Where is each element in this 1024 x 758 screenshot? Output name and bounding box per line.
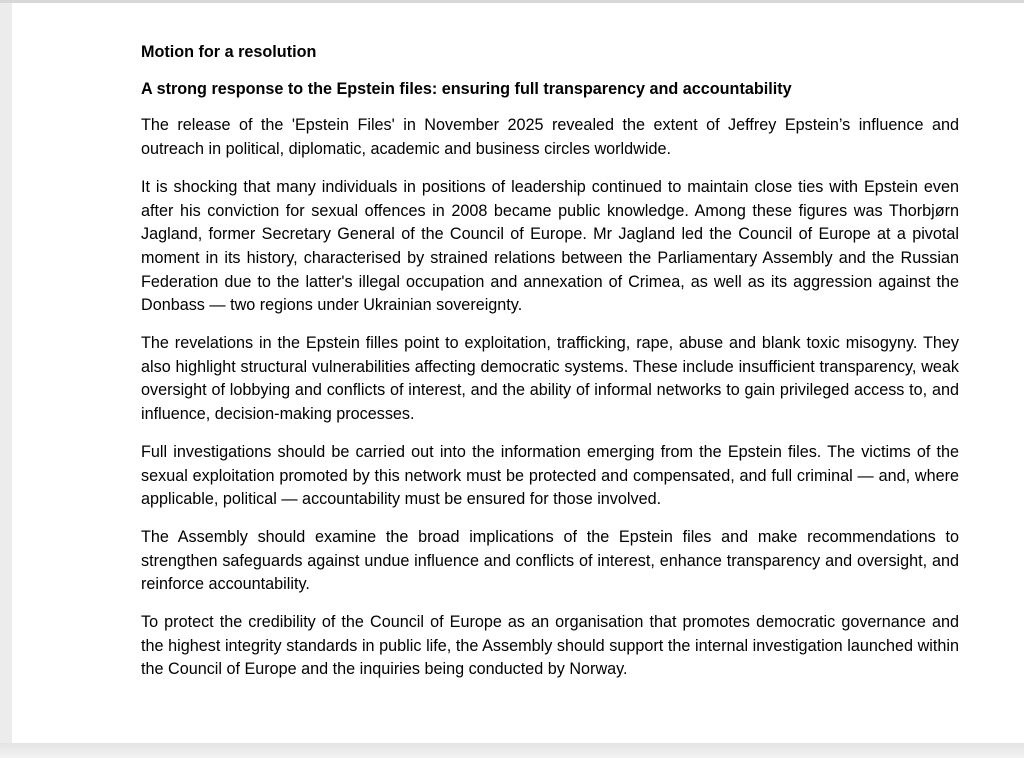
- paragraph-3: The revelations in the Epstein filles point to exploitation, trafficking, rape, abuse and blank toxic misogyny. They also highlight structural vulnerabilities affecting democratic systems. These include insufficient transparency, weak oversight of lobbying and conflicts of interest, and the ability of informal networks to gain privileged access to, and influence, decision-making processes.: [141, 334, 959, 424]
- paragraph-1: The release of the 'Epstein Files' in November 2025 revealed the extent of Jeffrey Epstein’s influence and outreach in political, diplomatic, academic and business circles worldwide.: [141, 116, 959, 159]
- document-content: [141, 41, 959, 696]
- paragraph-6: To protect the credibility of the Council of Europe as an organisation that promotes democratic governance and the highest integrity standards in public life, the Assembly should support the internal investigation launched within the Council of Europe and the inquiries being conducted by Norway.: [141, 613, 959, 679]
- document-title: A strong response to the Epstein files: ensuring full transparency and accountability: [141, 79, 792, 98]
- paragraph-4: Full investigations should be carried out into the information emerging from the Epstein files. The victims of the sexual exploitation promoted by this network must be protected and compensated, and full criminal — and, where applicable, political — accountability must be ensured for those involved.: [141, 442, 959, 509]
- paragraph-2: It is shocking that many individuals in positions of leadership continued to maintain close ties with Epstein even after his conviction for sexual offences in 2008 became public knowledge. Among these figures was Thorbjørn Jagland, former Secretary General of the Council of Europe. Mr Jagland led the Council of Europe at a pivotal moment in its history, characterised by strained relations between the Parliamentary Assembly and the Russian Federation due to the latter's illegal occupation and annexation of Crimea, as well as its aggression against the Donbass — two regions under Ukrainian sovereignty.: [141, 177, 959, 315]
- paragraph-5: The Assembly should examine the broad implications of the Epstein files and make recommendations to strengthen safeguards against undue influence and conflicts of interest, enhance transparency and oversight, and reinforce accountability.: [141, 527, 959, 594]
- document-heading: Motion for a resolution: [141, 43, 317, 61]
- document-page: [12, 3, 1024, 743]
- page-bottom-edge: [0, 743, 1024, 758]
